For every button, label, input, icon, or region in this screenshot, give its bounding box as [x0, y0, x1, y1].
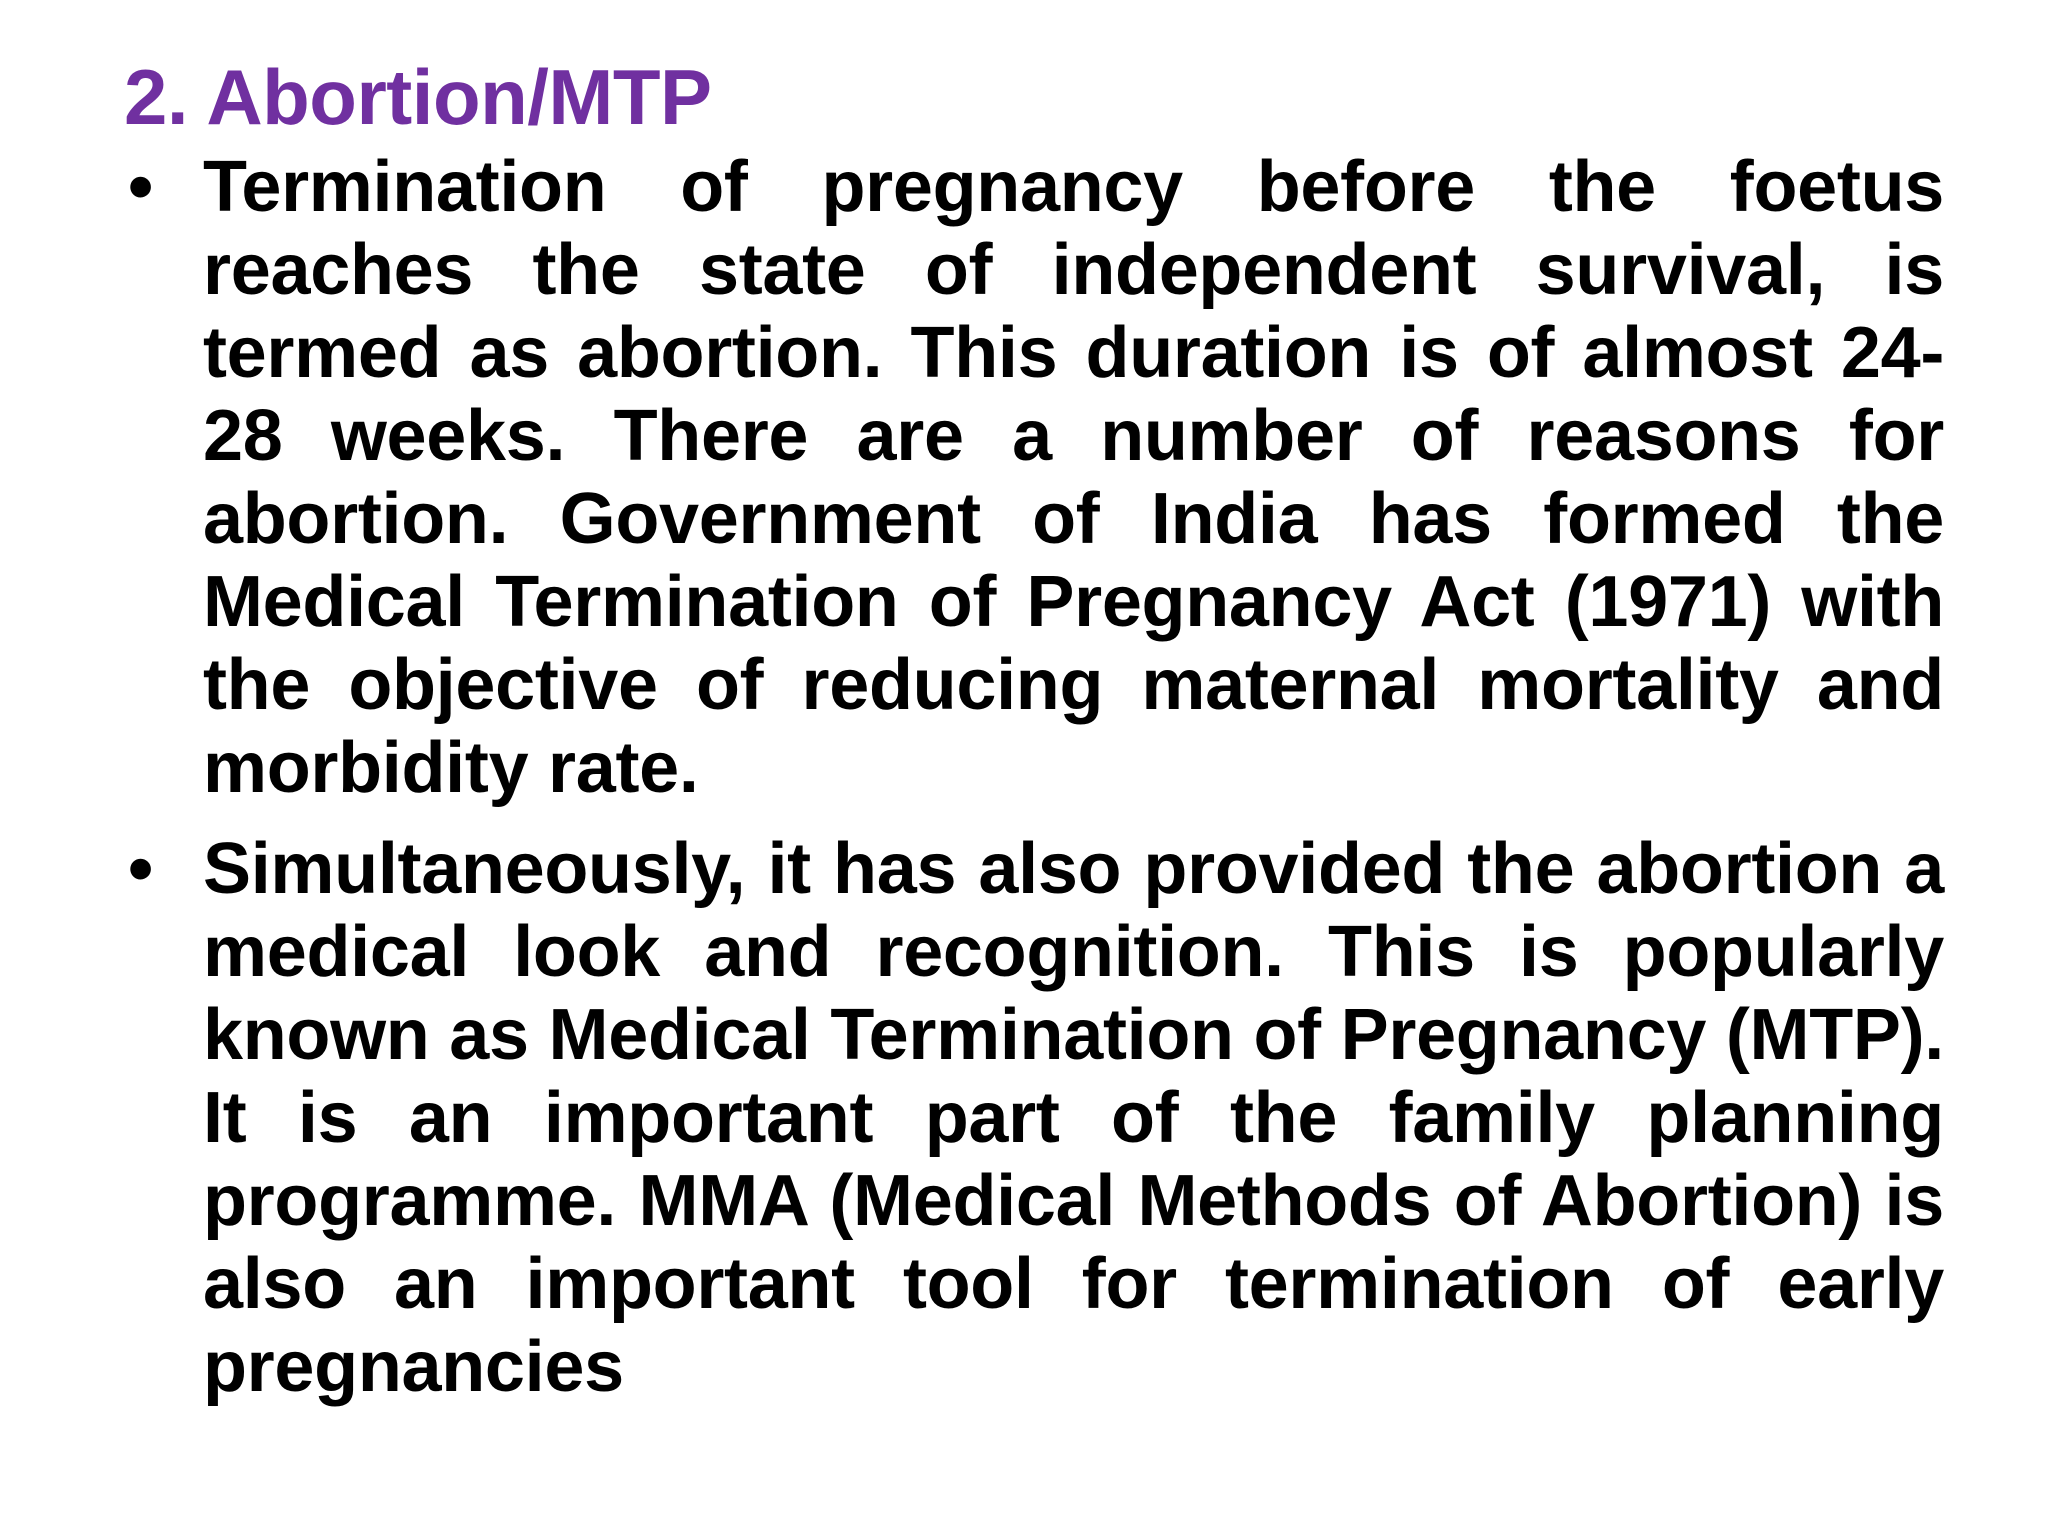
- bullet-list: [124, 146, 1944, 1409]
- bullet-text: Termination of pregnancy before the foetus reaches the state of independent survival, is termed as abortion. This duration is of almost 24-28 weeks. There are a number of reasons for abortion. Government of India has formed the Medical Termination of Pregnancy Act (1971) with the objective of reducing maternal mortality and morbidity rate.: [203, 147, 1944, 808]
- bullet-text: Simultaneously, it has also provided the abortion a medical look and recognition. This is popularly known as Medical Termination of Pregnancy (MTP). It is an important part of the family planning programme. MMA (Medical Methods of Abortion) is also an important tool for termination of early pregnancies: [203, 829, 1944, 1407]
- bullet-dot-icon: •: [128, 147, 153, 227]
- bullet-item: [124, 146, 1944, 810]
- bullet-item: [124, 828, 1944, 1409]
- slide-title: 2. Abortion/MTP: [124, 53, 712, 141]
- bullet-dot-icon: •: [128, 829, 153, 909]
